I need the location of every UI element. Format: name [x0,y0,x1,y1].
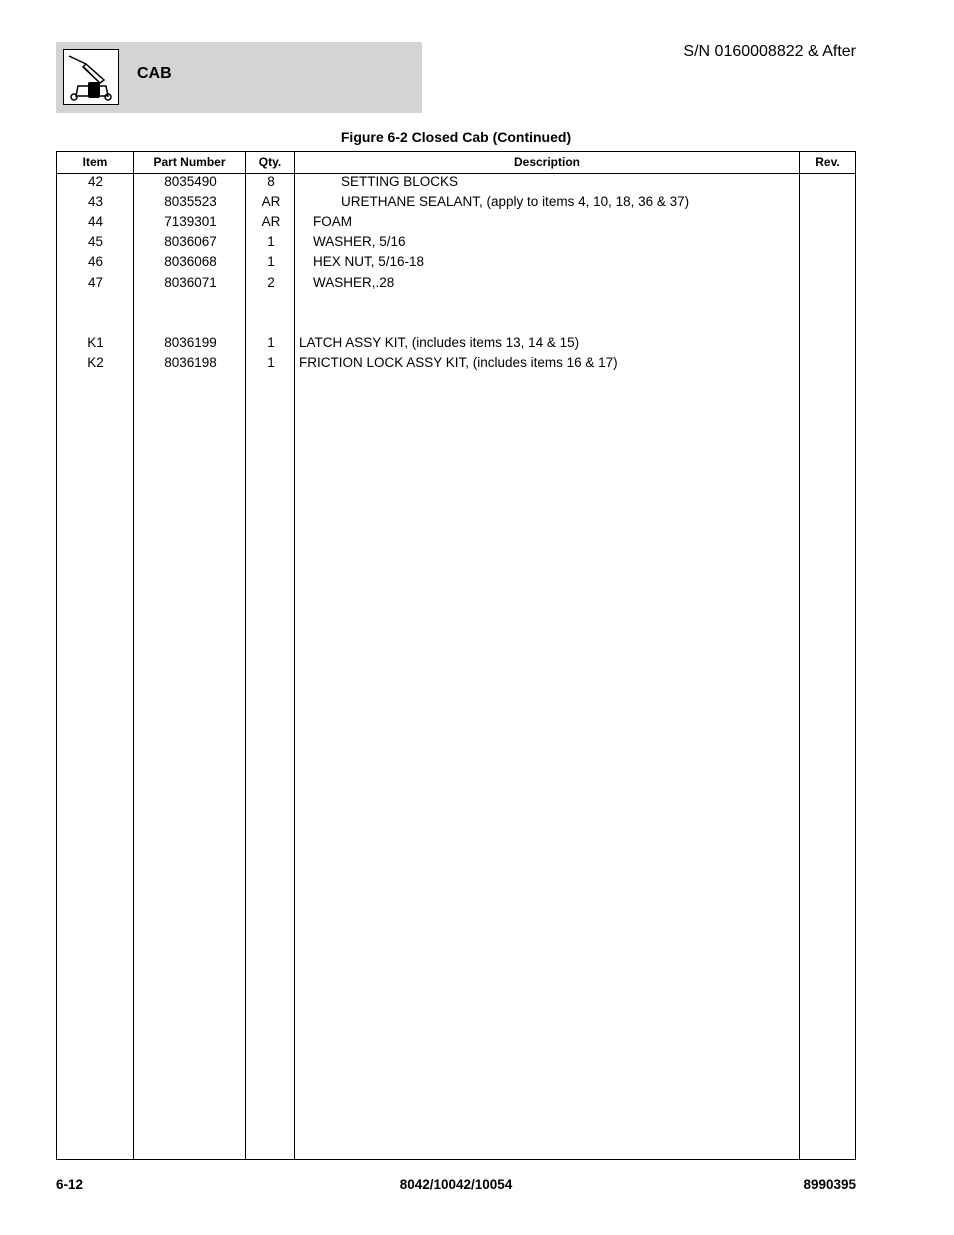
row-item: 46 [87,254,104,269]
row-qty: AR [261,214,281,229]
row-part-number: 8036198 [164,355,217,370]
row-part-number: 8036199 [164,335,217,350]
row-description: SETTING BLOCKS [341,174,459,189]
row-qty: 1 [267,234,275,249]
column-header-qty: Qty. [258,155,282,169]
row-item: 44 [87,214,104,229]
row-description: FRICTION LOCK ASSY KIT, (includes items 16 & 17) [299,355,618,370]
row-item: K1 [87,335,104,350]
row-part-number: 8035490 [164,174,217,189]
column-divider [294,152,295,1159]
model-numbers: 8042/10042/10054 [399,1177,513,1192]
boom-lift-icon [63,49,119,105]
row-qty: 8 [267,174,275,189]
column-header-description: Description [513,155,580,169]
row-part-number: 8036067 [164,234,217,249]
parts-table [56,151,856,1160]
row-item: 42 [87,174,104,189]
row-description: HEX NUT, 5/16-18 [313,254,425,269]
row-qty: 2 [267,275,275,290]
column-header-part-number: Part Number [153,155,226,169]
row-qty: 1 [267,335,275,350]
column-divider [245,152,246,1159]
column-divider [133,152,134,1159]
row-description: FOAM [313,214,352,229]
serial-number: S/N 0160008822 & After [683,43,856,60]
section-title: CAB [137,65,172,82]
row-qty: 1 [267,355,275,370]
row-item: 45 [87,234,104,249]
row-item: K2 [87,355,104,370]
row-item: 43 [87,194,104,209]
row-description: URETHANE SEALANT, (apply to items 4, 10, 18, 36 & 37) [341,194,690,209]
row-part-number: 7139301 [164,214,217,229]
row-part-number: 8036068 [164,254,217,269]
row-qty: AR [261,194,281,209]
row-part-number: 8035523 [164,194,217,209]
page-number: 6-12 [56,1177,84,1192]
row-item: 47 [87,275,104,290]
row-description: WASHER,.28 [313,275,395,290]
column-header-item: Item [82,155,108,169]
row-qty: 1 [267,254,275,269]
row-description: WASHER, 5/16 [313,234,406,249]
row-part-number: 8036071 [164,275,217,290]
column-header-rev: Rev. [815,155,840,169]
column-divider [799,152,800,1159]
figure-title: Figure 6-2 Closed Cab (Continued) [340,129,572,145]
row-description: LATCH ASSY KIT, (includes items 13, 14 & 15) [299,335,580,350]
document-number: 8990395 [803,1177,856,1192]
